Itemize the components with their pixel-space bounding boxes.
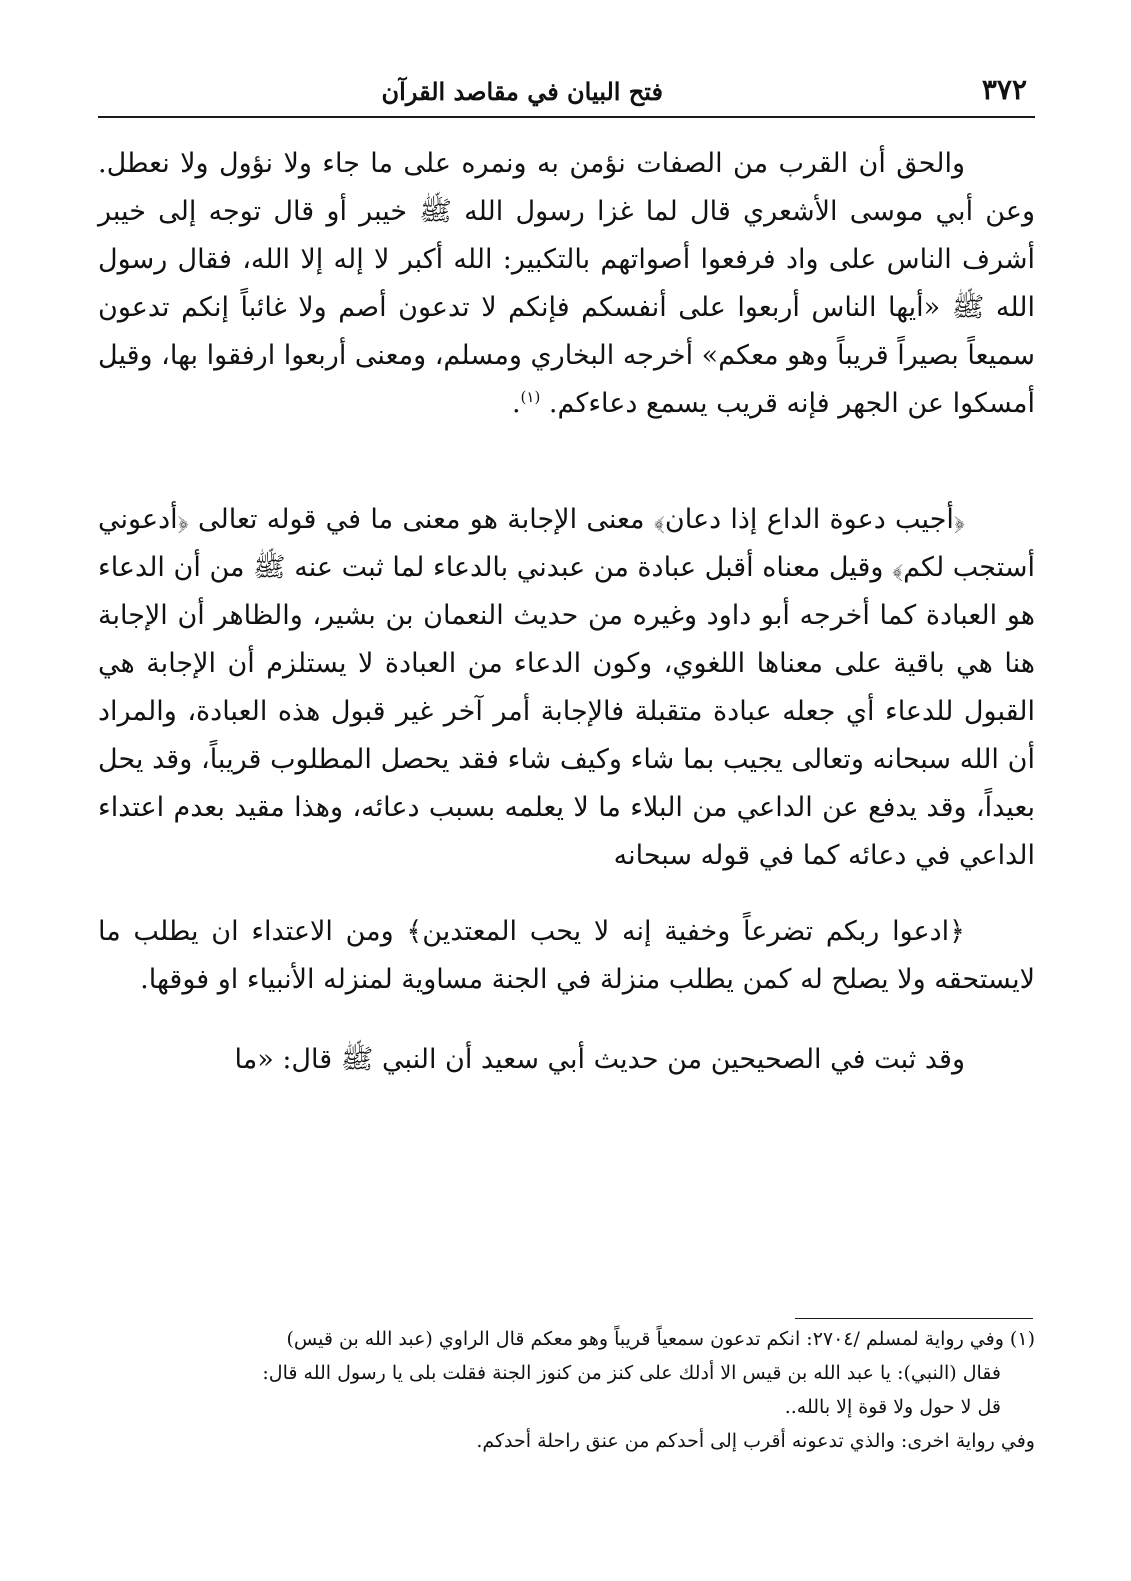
footnotes — [98, 1322, 1035, 1458]
footnote-1-line-4: وفي رواية اخرى: والذي تدعونه أقرب إلى أحدكم من عنق راحلة أحدكم. — [476, 1430, 1035, 1452]
page-header — [98, 66, 1035, 118]
paragraph-3: ﴿ادعوا ربكم تضرعاً وخفية إنه لا يحب المعتدين﴾ ومن الاعتداء ان يطلب ما لايستحقه ولا يصلح له كمن يطلب منزلة في الجنة مساوية لمنزله الأنبياء او فوقها. — [98, 916, 1035, 995]
paragraph-1-text: والحق أن القرب من الصفات نؤمن به ونمره على ما جاء ولا نؤول ولا نعطل. وعن أبي موسى الأشعري قال لما غزا رسول الله ﷺ خيبر أو قال توجه إلى خيبر أشرف الناس على واد فرفعوا أصواتهم بالتكبير: الله أكبر لا إله إلا الله، فقال رسول الله ﷺ «أيها الناس أربعوا على أنفسكم فإنكم لا تدعون أصم ولا غائباً إنكم تدعون سميعاً بصيراً قريباً وهو معكم» أخرجه البخاري ومسلم، ومعنى أربعوا ارفقوا بها، وقيل أمسكوا عن الجهر فإنه قريب يسمع دعاءكم. — [98, 148, 1035, 419]
page-number: ٣٧٢ — [981, 73, 1027, 106]
paragraph-2: ﴿أجيب دعوة الداع إذا دعان﴾ معنى الإجابة هو معنى ما في قوله تعالى ﴿أدعوني أستجب لكم﴾ وقيل معناه أقبل عبادة من عبدني بالدعاء لما ثبت عنه ﷺ من أن الدعاء هو العبادة كما أخرجه أبو داود وغيره من حديث النعمان بن بشير، والظاهر أن الإجابة هنا هي باقية على معناها اللغوي، وكون الدعاء من العبادة لا يستلزم أن الإجابة هي القبول للدعاء أي جعله عبادة متقبلة فالإجابة أمر آخر غير قبول هذه العبادة، والمراد أن الله سبحانه وتعالى يجيب بما شاء وكيف شاء فقد يحصل المطلوب قريباً، وقد يحل بعيداً، وقد يدفع عن الداعي من البلاء ما لا يعلمه بسبب دعائه، وهذا مقيد بعدم اعتداء الداعي في دعائه كما في قوله سبحانه — [98, 504, 1035, 871]
footnote-1-line-3: قل لا حول ولا قوة إلا بالله.. — [784, 1396, 1001, 1418]
paragraph-1-end: . — [511, 388, 521, 419]
footnote-ref-1: (١) — [520, 388, 541, 406]
main-text — [98, 140, 1035, 1084]
footnote-1-line-1: (١) وفي رواية لمسلم /٢٧٠٤: انكم تدعون سمعياً قريباً وهو معكم قال الراوي (عبد الله بن قيس) — [286, 1328, 1035, 1350]
header-rule — [98, 116, 1035, 118]
paragraph-4: وقد ثبت في الصحيحين من حديث أبي سعيد أن النبي ﷺ قال: «ما — [234, 1044, 965, 1075]
paragraph-1 — [98, 140, 1035, 428]
footnote-rule — [795, 1318, 1033, 1319]
footnote-1-line-2: فقال (النبي): يا عبد الله بن قيس الا أدلك على كنز من كنوز الجنة فقلت بلى يا رسول الله قال: — [262, 1362, 1001, 1384]
running-title: فتح البيان في مقاصد القرآن — [381, 77, 663, 106]
